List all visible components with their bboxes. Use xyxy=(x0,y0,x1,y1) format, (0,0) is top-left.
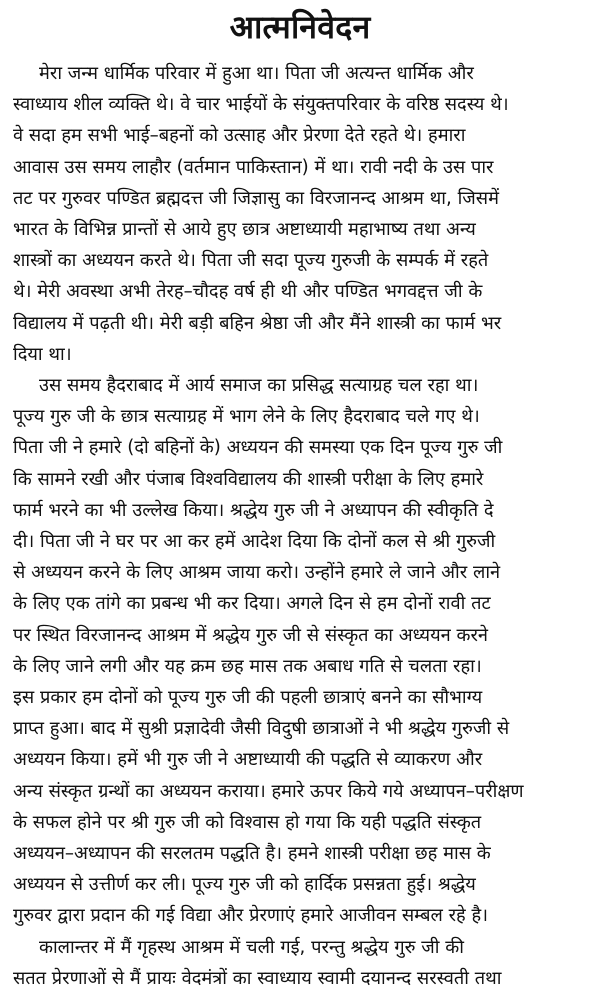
text-line: के लिए जाने लगी और यह क्रम छह मास तक अबाध गति से चलता रहा। xyxy=(13,655,482,677)
paragraph-3 xyxy=(13,932,587,994)
text-line: अध्ययन–अध्यापन की सरलतम पद्धति है। हमने शास्त्री परीक्षा छह मास के xyxy=(13,843,491,865)
text-line: स्वाध्याय शील व्यक्ति थे। वे चार भाईयों के संयुक्तपरिवार के वरिष्ठ सदस्य थे। xyxy=(13,94,509,116)
text-line: अध्ययन से उत्तीर्ण कर ली। पूज्य गुरु जी को हार्दिक प्रसन्नता हुई। श्रद्धेय xyxy=(13,874,476,896)
text-line: अध्ययन किया। हमें भी गुरु जी ने अष्टाध्यायी की पद्धति से व्याकरण और xyxy=(13,749,483,771)
paragraph-2 xyxy=(13,370,587,932)
text-line: अन्य संस्कृत ग्रन्थों का अध्ययन कराया। हमारे ऊपर किये गये अध्यापन–परीक्षण xyxy=(13,780,524,802)
text-line: मेरा जन्म धार्मिक परिवार में हुआ था। पिता जी अत्यन्त धार्मिक और xyxy=(39,63,474,84)
text-line: भारत के विभिन्न प्रान्तों से आये हुए छात्र अष्टाध्यायी महाभाष्य तथा अन्य xyxy=(13,219,476,241)
text-line: तट पर गुरुवर पण्डित ब्रह्मदत्त जी जिज्ञासु का विरजानन्द आश्रम था, जिसमें xyxy=(13,187,499,209)
text-line: से अध्ययन करने के लिए आश्रम जाया करो। उन्होंने हमारे ले जाने और लाने xyxy=(13,562,501,584)
text-line: फार्म भरने का भी उल्लेख किया। श्रद्धेय गुरु जी ने अध्यापन की स्वीकृति दे xyxy=(13,499,494,521)
text-line: वे सदा हम सभी भाई–बहनों को उत्साह और प्रेरणा देते रहते थे। हमारा xyxy=(13,125,466,147)
text-line: उस समय हैदराबाद में आर्य समाज का प्रसिद्ध सत्याग्रह चल रहा था। xyxy=(39,375,479,397)
text-line: कि सामने रखी और पंजाब विश्वविद्यालय की शास्त्री परीक्षा के लिए हमारे xyxy=(13,468,484,490)
text-line: इस प्रकार हम दोनों को पूज्य गुरु जी की पहली छात्राएं बनने का सौभाग्य xyxy=(13,687,483,709)
text-line: के लिए एक तांगे का प्रबन्ध भी कर दिया। अगले दिन से हम दोनों रावी तट xyxy=(13,593,491,615)
text-line: दी। पिता जी ने घर पर आ कर हमें आदेश दिया कि दोनों कल से श्री गुरुजी xyxy=(13,531,496,553)
text-line: विद्यालय में पढ़ती थी। मेरी बड़ी बहिन श्रेष्ठा जी और मैंने शास्त्री का फार्म भर xyxy=(13,312,502,334)
text-line: पर स्थित विरजानन्द आश्रम में श्रद्धेय गुरु जी से संस्कृत का अध्ययन करने xyxy=(13,624,488,646)
text-line: के सफल होने पर श्री गुरु जी को विश्वास हो गया कि यही पद्धति संस्कृत xyxy=(13,811,482,833)
text-line: दिया था। xyxy=(13,343,72,365)
text-line: पिता जी ने हमारे (दो बहिनों के) अध्ययन की समस्या एक दिन पूज्य गुरु जी xyxy=(13,437,503,459)
text-line: शास्त्रों का अध्ययन करते थे। पिता जी सदा पूज्य गुरुजी के सम्पर्क में रहते xyxy=(13,250,489,272)
text-line: गुरुवर द्वारा प्रदान की गई विद्या और प्रेरणाएं हमारे आजीवन सम्बल रहे है। xyxy=(13,905,489,927)
text-line: थे। मेरी अवस्था अभी तेरह–चौदह वर्ष ही थी और पण्डित भगवद्दत्त जी के xyxy=(13,281,483,303)
text-line: पूज्य गुरु जी के छात्र सत्याग्रह में भाग लेने के लिए हैदराबाद चले गए थे। xyxy=(13,406,480,428)
page-title: आत्मनिवेदन xyxy=(229,8,371,46)
text-line: प्राप्त हुआ। बाद में सुश्री प्रज्ञादेवी जैसी विदुषी छात्राओं ने भी श्रद्धेय गुरुजी से xyxy=(13,718,510,740)
text-line: सतत प्रेरणाओं से मैं प्रायः वेदमंत्रों का स्वाध्याय स्वामी दयानन्द सरस्वती तथा xyxy=(13,967,502,989)
text-line: कालान्तर में मैं गृहस्थ आश्रम में चली गई, परन्तु श्रद्धेय गुरु जी की xyxy=(39,936,464,958)
text-line: आवास उस समय लाहौर (वर्तमान पाकिस्तान) में था। रावी नदी के उस पार xyxy=(13,156,494,178)
paragraph-1 xyxy=(13,58,587,370)
